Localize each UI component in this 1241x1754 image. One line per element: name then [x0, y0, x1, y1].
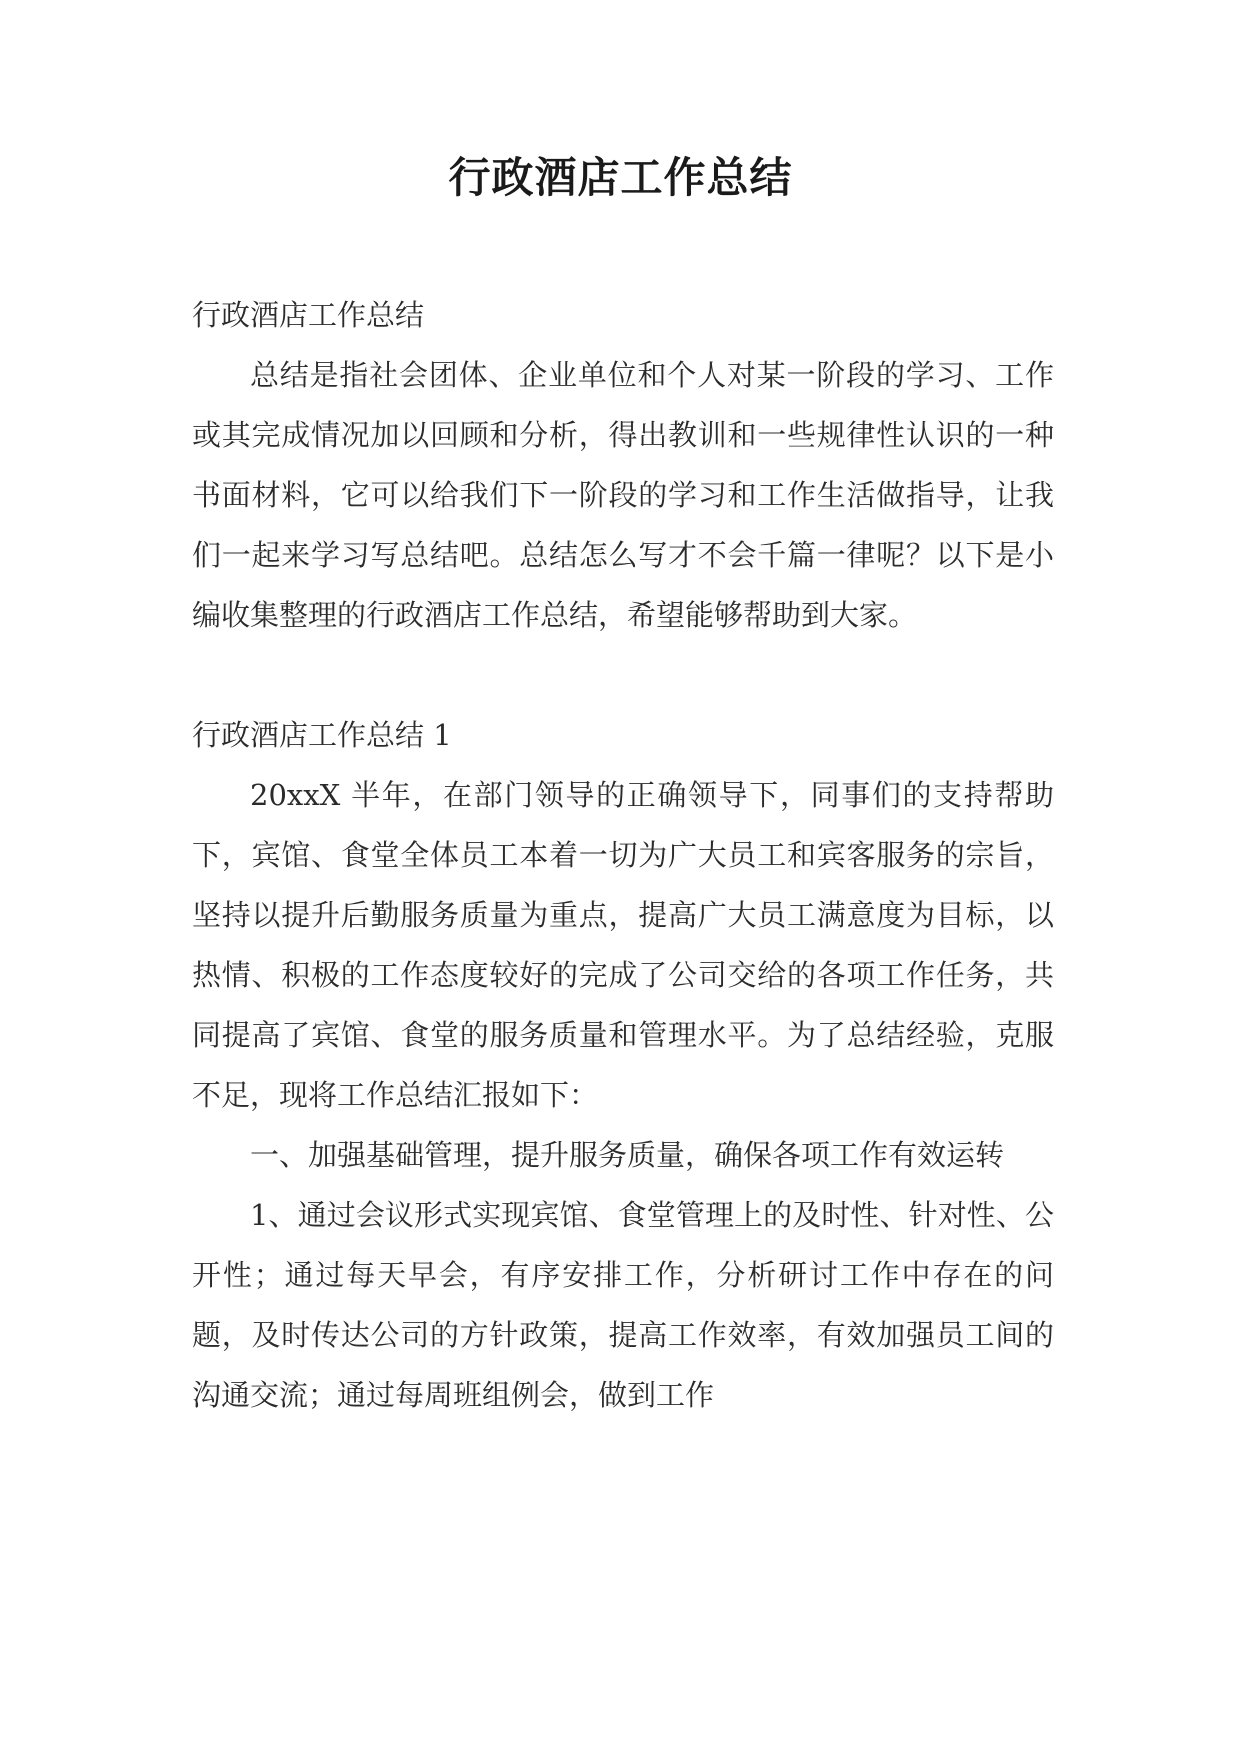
subsection-heading: 一、加强基础管理，提升服务质量，确保各项工作有效运转: [250, 1138, 1005, 1172]
section-spacer: [192, 645, 1054, 705]
document-title: 行政酒店工作总结: [448, 153, 793, 202]
intro-paragraph: 总结是指社会团体、企业单位和个人对某一阶段的学习、工作或其完成情况加以回顾和分析，得出教训和一些规律性认识的一种书面材料，它可以给我们下一阶段的学习和工作生活做指导，让我们一起来学习写总结吧。总结怎么写才不会千篇一律呢？以下是小编收集整理的行政酒店工作总结，希望能够帮助到大家。: [192, 358, 1054, 632]
document-body: [192, 285, 1054, 1425]
intro-heading: 行政酒店工作总结: [192, 298, 425, 332]
section-heading: 行政酒店工作总结 1: [192, 718, 452, 752]
body-paragraph: 1、通过会议形式实现宾馆、食堂管理上的及时性、针对性、公开性；通过每天早会，有序安排工作，分析研讨工作中存在的问题，及时传达公司的方针政策，提高工作效率，有效加强员工间的沟通交流；通过每周班组例会，做到工作: [192, 1198, 1054, 1412]
body-paragraph: 20xxX 半年，在部门领导的正确领导下，同事们的支持帮助下，宾馆、食堂全体员工本着一切为广大员工和宾客服务的宗旨，坚持以提升后勤服务质量为重点，提高广大员工满意度为目标，以热情、积极的工作态度较好的完成了公司交给的各项工作任务，共同提高了宾馆、食堂的服务质量和管理水平。为了总结经验，克服不足，现将工作总结汇报如下：: [192, 778, 1054, 1112]
